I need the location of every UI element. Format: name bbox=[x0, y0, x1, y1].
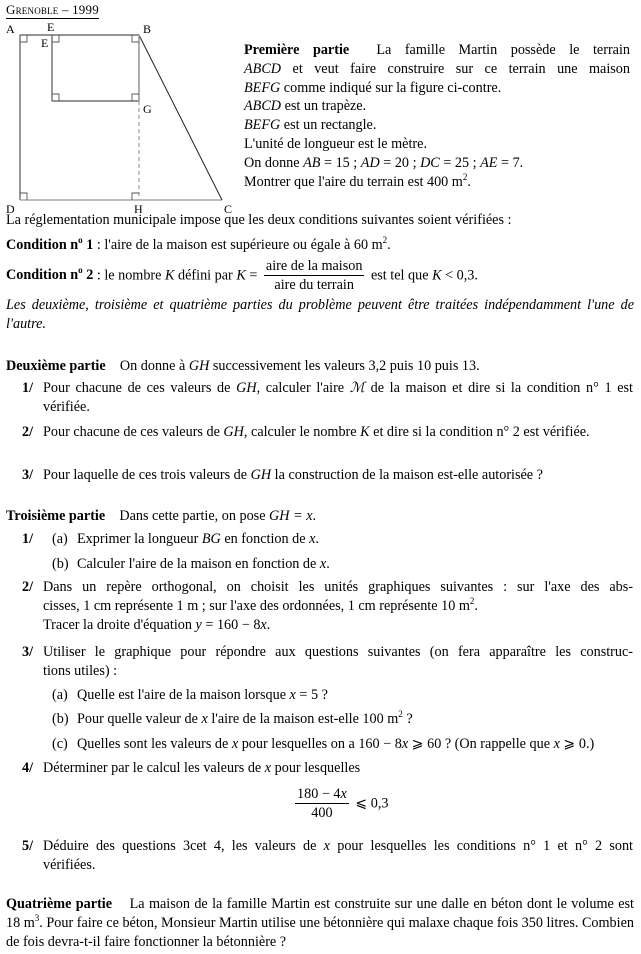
var-x: x bbox=[553, 736, 560, 752]
text: Pour chacune de ces valeurs de bbox=[43, 424, 224, 440]
item-number: 1/ bbox=[22, 380, 34, 396]
part3-intro bbox=[6, 507, 316, 526]
label-b: B bbox=[143, 22, 152, 36]
fraction-k bbox=[264, 258, 365, 294]
text: est tel que bbox=[367, 267, 433, 284]
title-year: 1999 bbox=[72, 2, 99, 17]
var-gh: GH bbox=[188, 358, 210, 374]
q2-line-3 bbox=[43, 616, 633, 635]
part2-item-3 bbox=[43, 466, 633, 485]
text: : le nombre bbox=[93, 267, 166, 284]
text: 180 − 4 bbox=[297, 786, 341, 802]
given-var: AB bbox=[303, 154, 321, 171]
given-value: 25 bbox=[454, 154, 470, 171]
part3-q3c bbox=[52, 735, 594, 754]
var-gh-x: GH = x bbox=[269, 508, 313, 524]
right-angle-f bbox=[52, 94, 59, 101]
item-number: 2/ bbox=[22, 579, 34, 595]
var-gh: GH bbox=[250, 467, 272, 483]
sub-label: (b) bbox=[52, 711, 69, 727]
part1-text-8: Montrer que l'aire du terrain est 400 m bbox=[244, 173, 463, 190]
text: Pour chacune de ces valeurs de bbox=[43, 380, 237, 396]
label-number: 1 bbox=[82, 237, 94, 253]
text: défini par bbox=[174, 267, 237, 284]
label-e-inner: E bbox=[41, 36, 49, 50]
var-bg: BG bbox=[201, 531, 221, 547]
part3-q1a bbox=[52, 530, 319, 549]
givens-prefix: On donne bbox=[244, 154, 300, 171]
superscript: o bbox=[78, 265, 83, 276]
item-number: 2/ bbox=[22, 424, 34, 440]
part3-q3b bbox=[52, 710, 413, 729]
label-number: 2 bbox=[82, 267, 94, 284]
right-angle-e bbox=[52, 35, 59, 42]
part2-item-2 bbox=[43, 423, 633, 442]
var-x: x bbox=[289, 687, 296, 703]
punctuation: ? bbox=[402, 711, 413, 727]
part1-line-2 bbox=[244, 60, 630, 79]
text: , calculer le nombre bbox=[243, 424, 361, 440]
right-angle-a bbox=[20, 35, 27, 42]
label-c: C bbox=[224, 202, 233, 216]
item-number: 4/ bbox=[22, 760, 34, 776]
part1-line-6: L'unité de longueur est le mètre. bbox=[244, 135, 427, 152]
part3-q2 bbox=[43, 578, 633, 635]
part3-heading: Troisième partie bbox=[6, 508, 106, 524]
var-x: x bbox=[201, 711, 208, 727]
text: La maison de la famille Martin est construite sur une dalle en béton dont le volume est 18 m bbox=[6, 896, 634, 931]
part1-line-4 bbox=[244, 97, 630, 116]
right-angle-marks bbox=[20, 35, 139, 200]
independence-note: Les deuxième, troisième et quatrième parties du problème peuvent être traitées indépendamment l'une de l'autre. bbox=[6, 297, 634, 332]
part3-q3 bbox=[43, 643, 633, 681]
label-g: G bbox=[143, 102, 152, 116]
part1-line-3 bbox=[244, 79, 630, 98]
label-text: Condition n bbox=[6, 267, 79, 284]
exam-title bbox=[6, 2, 99, 19]
condition-1 bbox=[6, 236, 391, 255]
rectangle-befg bbox=[52, 35, 139, 101]
exponent: 2 bbox=[462, 171, 468, 182]
part1-heading: Première partie bbox=[244, 42, 350, 58]
text: ⩾ 60 ? (On rappelle que bbox=[408, 736, 554, 752]
exponent: 2 bbox=[469, 596, 475, 606]
var-x: x bbox=[231, 736, 239, 752]
var-x: x bbox=[340, 786, 347, 802]
exponent: 3 bbox=[34, 913, 40, 923]
text: et dire si la condition n° 2 est vérifiée. bbox=[369, 424, 590, 440]
text: Exprimer la longueur bbox=[77, 531, 202, 547]
part2-item-1 bbox=[43, 379, 633, 417]
part2-intro bbox=[6, 357, 480, 376]
title-separator: – bbox=[58, 2, 73, 17]
right-angle-g bbox=[132, 94, 139, 101]
segment-bc bbox=[139, 35, 222, 200]
part3-q4 bbox=[43, 759, 633, 778]
var-k: K bbox=[432, 267, 442, 284]
fraction bbox=[295, 786, 349, 822]
inequality: ⩽ 0,3 bbox=[355, 795, 389, 812]
right-angle-h bbox=[132, 193, 139, 200]
q2-line-1: Dans un repère orthogonal, on choisit les unités graphiques suivantes : sur l'axe des abs- bbox=[43, 579, 633, 595]
part2-heading: Deuxième partie bbox=[6, 358, 106, 374]
var-gh: GH bbox=[236, 380, 257, 396]
punctuation: . bbox=[312, 508, 317, 524]
text: l'aire de la maison est-elle 100 m bbox=[207, 711, 399, 727]
given-var: DC bbox=[420, 154, 440, 171]
part1-text-4: est un trapèze. bbox=[284, 98, 367, 115]
text: Pour quelle valeur de bbox=[77, 711, 202, 727]
text: Quelle est l'aire de la maison lorsque bbox=[77, 687, 290, 703]
text: Pour laquelle de ces trois valeurs de bbox=[43, 467, 251, 483]
item-number: 1/ bbox=[22, 531, 34, 547]
label-d: D bbox=[6, 202, 15, 216]
text: . Pour faire ce béton, Monsieur Martin utilise une bétonnière qui malaxe chaque fois 350 litres. Combien de fois devra-t-il faire fonctionner la bétonnière ? bbox=[6, 915, 634, 950]
part1-givens: On donne AB = 15 ; AD = 20 ; DC = 25 ; AE = 7. bbox=[244, 154, 524, 171]
given-value: 7 bbox=[512, 154, 520, 171]
text: pour lesquelles on a 160 − 8 bbox=[238, 736, 402, 752]
item-number: 5/ bbox=[22, 838, 34, 854]
text: Tracer la droite d'équation bbox=[43, 617, 196, 633]
text: ⩾ 0.) bbox=[559, 736, 595, 752]
superscript: o bbox=[78, 235, 83, 245]
punctuation: . bbox=[387, 237, 391, 253]
part1-line-5 bbox=[244, 116, 630, 135]
text: On donne à bbox=[119, 358, 189, 374]
var-befg: BEFG bbox=[244, 117, 281, 134]
inequality: < 0,3. bbox=[441, 267, 478, 284]
condition-1-text: : l'aire de la maison est supérieure ou égale à 60 m bbox=[93, 237, 383, 253]
item-number: 3/ bbox=[22, 467, 34, 483]
text: de la maison et dire si la condition n° 1 est vérifiée. bbox=[43, 380, 633, 415]
text: Quelles sont les valeurs de bbox=[77, 736, 232, 752]
var-x: x bbox=[323, 838, 330, 854]
punctuation: . bbox=[467, 173, 471, 190]
sub-label: (a) bbox=[52, 687, 68, 703]
q3-line-1: Utiliser le graphique pour répondre aux questions suivantes (on fera apparaître les construc- bbox=[43, 644, 633, 660]
q3-line-2: tions utiles) : bbox=[43, 663, 118, 679]
q2-line-2 bbox=[43, 597, 633, 616]
sub-label: (b) bbox=[52, 556, 69, 572]
sub-label: (c) bbox=[52, 736, 68, 752]
part3-q1b bbox=[52, 555, 330, 574]
text: = 5 ? bbox=[295, 687, 328, 703]
part1-text-2: et veut faire construire sur ce terrain une maison bbox=[292, 60, 630, 77]
text: la construction de la maison est-elle autorisée ? bbox=[271, 467, 543, 483]
var-k: K bbox=[165, 267, 175, 284]
var-area-m: ℳ bbox=[349, 380, 365, 396]
fraction-numerator: aire de la maison bbox=[265, 258, 363, 274]
fraction-numerator bbox=[295, 786, 349, 804]
punctuation: . bbox=[326, 556, 330, 572]
part4-paragraph bbox=[6, 895, 634, 952]
var-abcd: ABCD bbox=[244, 60, 282, 77]
punctuation: . bbox=[474, 598, 478, 614]
condition-1-label bbox=[6, 237, 93, 253]
condition-2 bbox=[6, 258, 478, 294]
given-var: AD bbox=[360, 154, 380, 171]
fraction-denominator: 400 bbox=[311, 805, 333, 821]
var-x: x bbox=[319, 556, 327, 572]
var-y: y bbox=[195, 617, 202, 633]
punctuation: . bbox=[315, 531, 319, 547]
given-var: AE bbox=[480, 154, 498, 171]
geometry-figure bbox=[0, 18, 240, 218]
var-k: K bbox=[236, 267, 246, 284]
given-value: 15 bbox=[335, 154, 350, 171]
q5-line-1 bbox=[43, 837, 633, 856]
text: Déterminer par le calcul les valeurs de bbox=[43, 760, 265, 776]
text: en fonction de bbox=[220, 531, 310, 547]
part3-q3a bbox=[52, 686, 328, 705]
part1-section bbox=[244, 41, 630, 191]
given-value: 20 bbox=[394, 154, 410, 171]
label-e-top: E bbox=[47, 20, 55, 34]
item-number: 3/ bbox=[22, 644, 34, 660]
text: , calculer l'aire bbox=[256, 380, 350, 396]
right-angle-d bbox=[20, 193, 27, 200]
title-city: Grenoble bbox=[6, 2, 59, 17]
part1-line-8 bbox=[244, 173, 630, 192]
exponent: 2 bbox=[382, 235, 388, 245]
trapezoid-abcd bbox=[20, 35, 222, 200]
var-abcd: ABCD bbox=[244, 98, 282, 115]
var-befg: BEFG bbox=[244, 79, 281, 96]
text: successivement les valeurs 3,2 puis 10 puis 13. bbox=[209, 358, 480, 374]
part3-q5 bbox=[43, 837, 633, 875]
right-angle-b bbox=[132, 35, 139, 42]
text: pour lesquelles les conditions n° 1 et n° 2 sont bbox=[329, 838, 633, 854]
part1-line-1 bbox=[244, 41, 630, 60]
rules-intro: La réglementation municipale impose que les deux conditions suivantes soient vérifiées : bbox=[6, 212, 512, 228]
var-k: K bbox=[360, 424, 370, 440]
text: Dans cette partie, on pose bbox=[119, 508, 270, 524]
var-x: x bbox=[401, 736, 409, 752]
label-text: Condition n bbox=[6, 237, 79, 253]
part1-text-1: La famille Martin possède le terrain bbox=[376, 42, 631, 58]
var-x: x bbox=[264, 760, 272, 776]
q5-line-2: vérifiées. bbox=[43, 857, 96, 873]
text: Déduire des questions 3cet 4, les valeurs de bbox=[43, 838, 324, 854]
punctuation: . bbox=[266, 617, 271, 633]
var-gh: GH bbox=[223, 424, 244, 440]
text: Calculer l'aire de la maison en fonction de bbox=[77, 556, 320, 572]
inequality-formula bbox=[292, 786, 389, 822]
text: cisses, 1 cm représente 1 m ; sur l'axe des ordonnées, 1 cm représente 10 m bbox=[43, 598, 470, 614]
text: pour lesquelles bbox=[271, 760, 361, 776]
label-a: A bbox=[6, 22, 15, 36]
sub-label: (a) bbox=[52, 531, 68, 547]
text: = 160 − 8 bbox=[201, 617, 261, 633]
equals-sign: = bbox=[245, 267, 261, 284]
var-x: x bbox=[309, 531, 316, 547]
exponent: 2 bbox=[398, 709, 403, 719]
condition-2-label bbox=[6, 267, 93, 283]
part1-text-5: est un rectangle. bbox=[283, 117, 377, 134]
var-x: x bbox=[260, 617, 267, 633]
part4-heading: Quatrième partie bbox=[6, 896, 113, 912]
part1-text-3: comme indiqué sur la figure ci-contre. bbox=[283, 79, 502, 96]
label-h: H bbox=[134, 202, 143, 216]
part4-section bbox=[6, 895, 634, 952]
fraction-denominator: aire du terrain bbox=[274, 277, 354, 293]
